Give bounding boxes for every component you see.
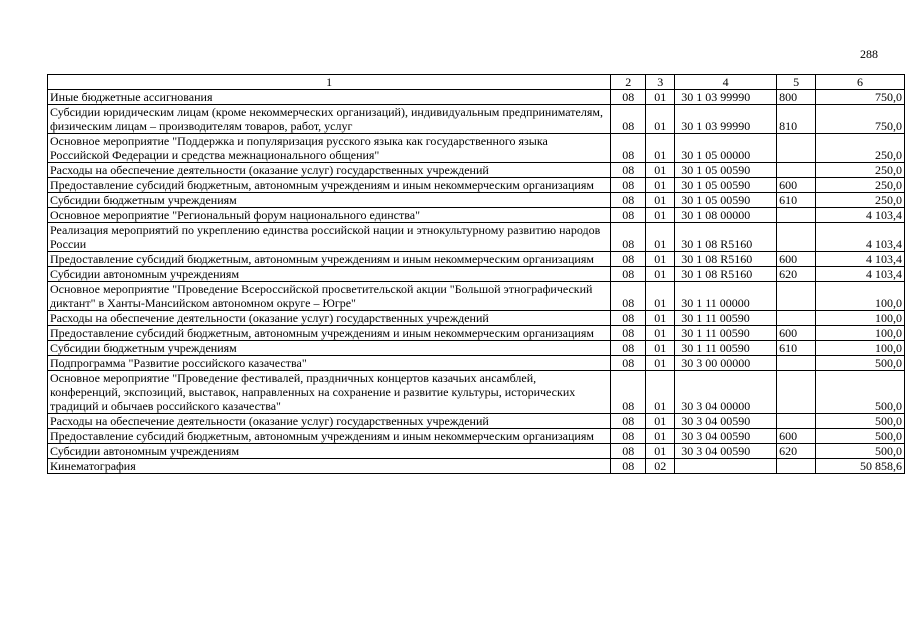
cell-section: 08 [611,90,646,105]
cell-amount: 500,0 [816,414,905,429]
cell-amount: 4 103,4 [816,223,905,252]
table-row [48,90,905,105]
cell-section: 08 [611,105,646,134]
cell-subsection: 01 [646,429,675,444]
cell-name: Предоставление субсидий бюджетным, автономным учреждениям и иным некоммерческим организациям [48,429,611,444]
cell-target-article: 30 1 05 00000 [675,134,777,163]
cell-expense-type [777,371,816,414]
cell-expense-type: 600 [777,178,816,193]
cell-expense-type [777,311,816,326]
cell-section: 08 [611,414,646,429]
cell-name: Предоставление субсидий бюджетным, автономным учреждениям и иным некоммерческим организациям [48,252,611,267]
cell-name: Кинематография [48,459,611,474]
table-row [48,193,905,208]
cell-subsection: 01 [646,105,675,134]
table-row [48,178,905,193]
cell-amount: 4 103,4 [816,252,905,267]
cell-subsection: 01 [646,267,675,282]
cell-expense-type: 800 [777,90,816,105]
cell-section: 08 [611,444,646,459]
cell-name: Расходы на обеспечение деятельности (оказание услуг) государственных учреждений [48,414,611,429]
table-row [48,311,905,326]
cell-target-article: 30 3 04 00590 [675,444,777,459]
cell-expense-type [777,208,816,223]
cell-target-article: 30 1 11 00590 [675,341,777,356]
cell-section: 08 [611,356,646,371]
cell-expense-type [777,163,816,178]
cell-target-article: 30 1 08 R5160 [675,252,777,267]
cell-amount: 50 858,6 [816,459,905,474]
cell-name: Расходы на обеспечение деятельности (оказание услуг) государственных учреждений [48,163,611,178]
cell-subsection: 01 [646,134,675,163]
cell-expense-type: 620 [777,267,816,282]
cell-target-article: 30 1 11 00000 [675,282,777,311]
table-row [48,134,905,163]
table-row [48,459,905,474]
cell-expense-type [777,459,816,474]
cell-subsection: 01 [646,444,675,459]
cell-expense-type [777,134,816,163]
cell-subsection: 01 [646,223,675,252]
cell-section: 08 [611,429,646,444]
cell-expense-type [777,356,816,371]
cell-amount: 100,0 [816,341,905,356]
cell-expense-type [777,282,816,311]
cell-section: 08 [611,341,646,356]
table-row [48,371,905,414]
cell-target-article [675,459,777,474]
cell-target-article: 30 1 11 00590 [675,311,777,326]
cell-name: Предоставление субсидий бюджетным, автономным учреждениям и иным некоммерческим организациям [48,326,611,341]
cell-name: Основное мероприятие "Региональный форум национального единства" [48,208,611,223]
table-row [48,163,905,178]
cell-subsection: 01 [646,311,675,326]
cell-section: 08 [611,311,646,326]
cell-target-article: 30 1 03 99990 [675,90,777,105]
cell-amount: 250,0 [816,134,905,163]
table-row [48,429,905,444]
cell-name: Субсидии бюджетным учреждениям [48,193,611,208]
table-row [48,444,905,459]
cell-expense-type: 610 [777,341,816,356]
cell-amount: 4 103,4 [816,208,905,223]
cell-target-article: 30 3 04 00000 [675,371,777,414]
header-col-5: 5 [777,75,816,90]
cell-subsection: 01 [646,163,675,178]
table-row [48,105,905,134]
cell-target-article: 30 1 11 00590 [675,326,777,341]
table-row [48,252,905,267]
cell-target-article: 30 3 00 00000 [675,356,777,371]
table-row [48,267,905,282]
cell-section: 08 [611,459,646,474]
cell-expense-type [777,223,816,252]
cell-name: Реализация мероприятий по укреплению единства российской нации и этнокультурному развитию народов России [48,223,611,252]
cell-section: 08 [611,223,646,252]
cell-name: Предоставление субсидий бюджетным, автономным учреждениям и иным некоммерческим организациям [48,178,611,193]
table-row [48,223,905,252]
table-row [48,208,905,223]
table-row [48,341,905,356]
cell-amount: 100,0 [816,282,905,311]
cell-amount: 100,0 [816,326,905,341]
cell-name: Подпрограмма "Развитие российского казачества" [48,356,611,371]
cell-name: Субсидии бюджетным учреждениям [48,341,611,356]
table-row [48,414,905,429]
cell-target-article: 30 1 05 00590 [675,163,777,178]
table-row [48,356,905,371]
cell-amount: 500,0 [816,429,905,444]
cell-name: Иные бюджетные ассигнования [48,90,611,105]
cell-section: 08 [611,163,646,178]
cell-expense-type: 600 [777,326,816,341]
cell-name: Субсидии автономным учреждениям [48,444,611,459]
cell-amount: 250,0 [816,163,905,178]
cell-amount: 250,0 [816,193,905,208]
cell-section: 08 [611,178,646,193]
cell-section: 08 [611,193,646,208]
cell-amount: 500,0 [816,444,905,459]
cell-name: Основное мероприятие "Проведение фестивалей, праздничных концертов казачьих ансамблей, конференций, экспозиций, выставок, направленных на сохранение и развитие культуры, исторических традиций и обычаев российского казачества" [48,371,611,414]
cell-expense-type: 600 [777,252,816,267]
header-col-2: 2 [611,75,646,90]
cell-amount: 750,0 [816,105,905,134]
cell-target-article: 30 1 08 R5160 [675,223,777,252]
cell-expense-type: 600 [777,429,816,444]
cell-amount: 750,0 [816,90,905,105]
cell-amount: 500,0 [816,356,905,371]
cell-target-article: 30 1 08 R5160 [675,267,777,282]
cell-target-article: 30 3 04 00590 [675,429,777,444]
cell-section: 08 [611,252,646,267]
header-row [48,75,905,90]
cell-amount: 100,0 [816,311,905,326]
cell-target-article: 30 1 05 00590 [675,178,777,193]
cell-subsection: 01 [646,282,675,311]
cell-section: 08 [611,134,646,163]
cell-expense-type: 610 [777,193,816,208]
table-row [48,282,905,311]
cell-target-article: 30 3 04 00590 [675,414,777,429]
cell-subsection: 01 [646,326,675,341]
cell-name: Расходы на обеспечение деятельности (оказание услуг) государственных учреждений [48,311,611,326]
cell-target-article: 30 1 08 00000 [675,208,777,223]
cell-amount: 500,0 [816,371,905,414]
cell-subsection: 01 [646,252,675,267]
header-col-3: 3 [646,75,675,90]
cell-subsection: 01 [646,193,675,208]
table-row [48,326,905,341]
budget-table [47,74,905,474]
cell-amount: 4 103,4 [816,267,905,282]
cell-subsection: 02 [646,459,675,474]
cell-section: 08 [611,282,646,311]
cell-subsection: 01 [646,371,675,414]
cell-name: Основное мероприятие "Проведение Всероссийской просветительской акции "Большой этнографический диктант" в Ханты-Мансийском автономном округе – Югре" [48,282,611,311]
cell-expense-type [777,414,816,429]
cell-subsection: 01 [646,208,675,223]
cell-target-article: 30 1 05 00590 [675,193,777,208]
cell-expense-type: 810 [777,105,816,134]
cell-section: 08 [611,326,646,341]
cell-subsection: 01 [646,356,675,371]
cell-section: 08 [611,208,646,223]
cell-name: Субсидии автономным учреждениям [48,267,611,282]
header-col-6: 6 [816,75,905,90]
cell-section: 08 [611,267,646,282]
cell-section: 08 [611,371,646,414]
header-col-4: 4 [675,75,777,90]
cell-name: Субсидии юридическим лицам (кроме некоммерческих организаций), индивидуальным предпринимателям, физическим лицам – производителям товаров, работ, услуг [48,105,611,134]
cell-subsection: 01 [646,90,675,105]
header-col-1: 1 [48,75,611,90]
cell-subsection: 01 [646,178,675,193]
cell-subsection: 01 [646,341,675,356]
cell-subsection: 01 [646,414,675,429]
cell-amount: 250,0 [816,178,905,193]
page-number: 288 [860,47,878,61]
table-body [48,90,905,474]
cell-target-article: 30 1 03 99990 [675,105,777,134]
cell-name: Основное мероприятие "Поддержка и популяризация русского языка как государственного языка Российской Федерации и средства межнационального общения" [48,134,611,163]
cell-expense-type: 620 [777,444,816,459]
